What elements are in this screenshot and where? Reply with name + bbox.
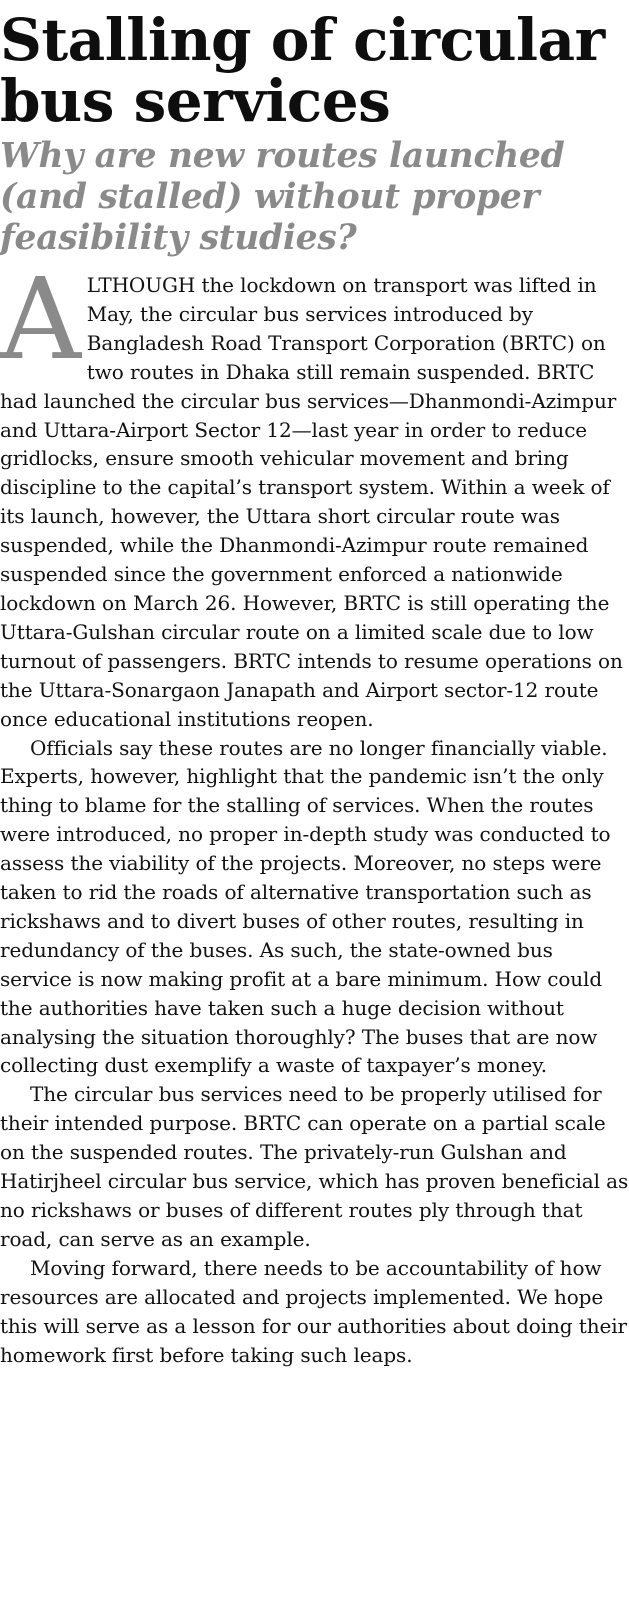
article-paragraph-3: The circular bus services need to be properly utilised for their intended purpose. BRTC can operate on a partial scale on the suspended routes. The privately-run Gulshan and Hatirjheel circular bus service, which has proven beneficial as no rickshaws or buses of different routes ply through that road, can serve as an example. [0, 1082, 629, 1251]
article-paragraph-4: Moving forward, there needs to be accountability of how resources are allocated and projects implemented. We hope this will serve as a lesson for our authorities about doing their homework first before taking such leaps. [0, 1255, 627, 1367]
article-headline: Stalling of circular bus services [0, 6, 605, 135]
article-subhead: Why are new routes launched (and stalled) without proper feasibility studies? [0, 136, 565, 258]
article-paragraph-2: Officials say these routes are no longer financially viable. Experts, however, highlight that the pandemic isn’t the only thing to blame for the stalling of services. When the routes were introduced, no proper in-depth study was conducted to assess the viability of the projects. Moreover, no steps were taken to rid the roads of alternative transportation such as rickshaws and to divert buses of other routes, resulting in redundancy of the buses. As such, the state-owned bus service is now making profit at a bare minimum. How could the authorities have taken such a huge decision without analysing the situation thoroughly? The buses that are now collecting dust exemplify a waste of taxpayer’s money. [0, 735, 611, 1078]
article-paragraph-1 [0, 255, 629, 734]
article-body [0, 255, 629, 1369]
editorial-article [0, 6, 629, 1618]
drop-cap: A [0, 255, 81, 385]
paragraph-1-text: LTHOUGH the lockdown on transport was lifted in May, the circular bus services introduced by Bangladesh Road Transport Corporation (BRTC) on two routes in Dhaka still remain suspended. BRTC had launched the circular bus services—Dhanmondi-Azimpur and Uttara-Airport Sector 12—last year in order to reduce gridlocks, ensure smooth vehicular movement and bring discipline to the capital’s transport system. Within a week of its launch, however, the Uttara short circular route was suspended, while the Dhanmondi-Azimpur route remained suspended since the government enforced a nationwide lockdown on March 26. However, BRTC is still operating the Uttara-Gulshan circular route on a limited scale due to low turnout of passengers. BRTC intends to resume operations on the Uttara-Sonargaon Janapath and Airport sector-12 route once educational institutions reopen. [0, 273, 623, 731]
